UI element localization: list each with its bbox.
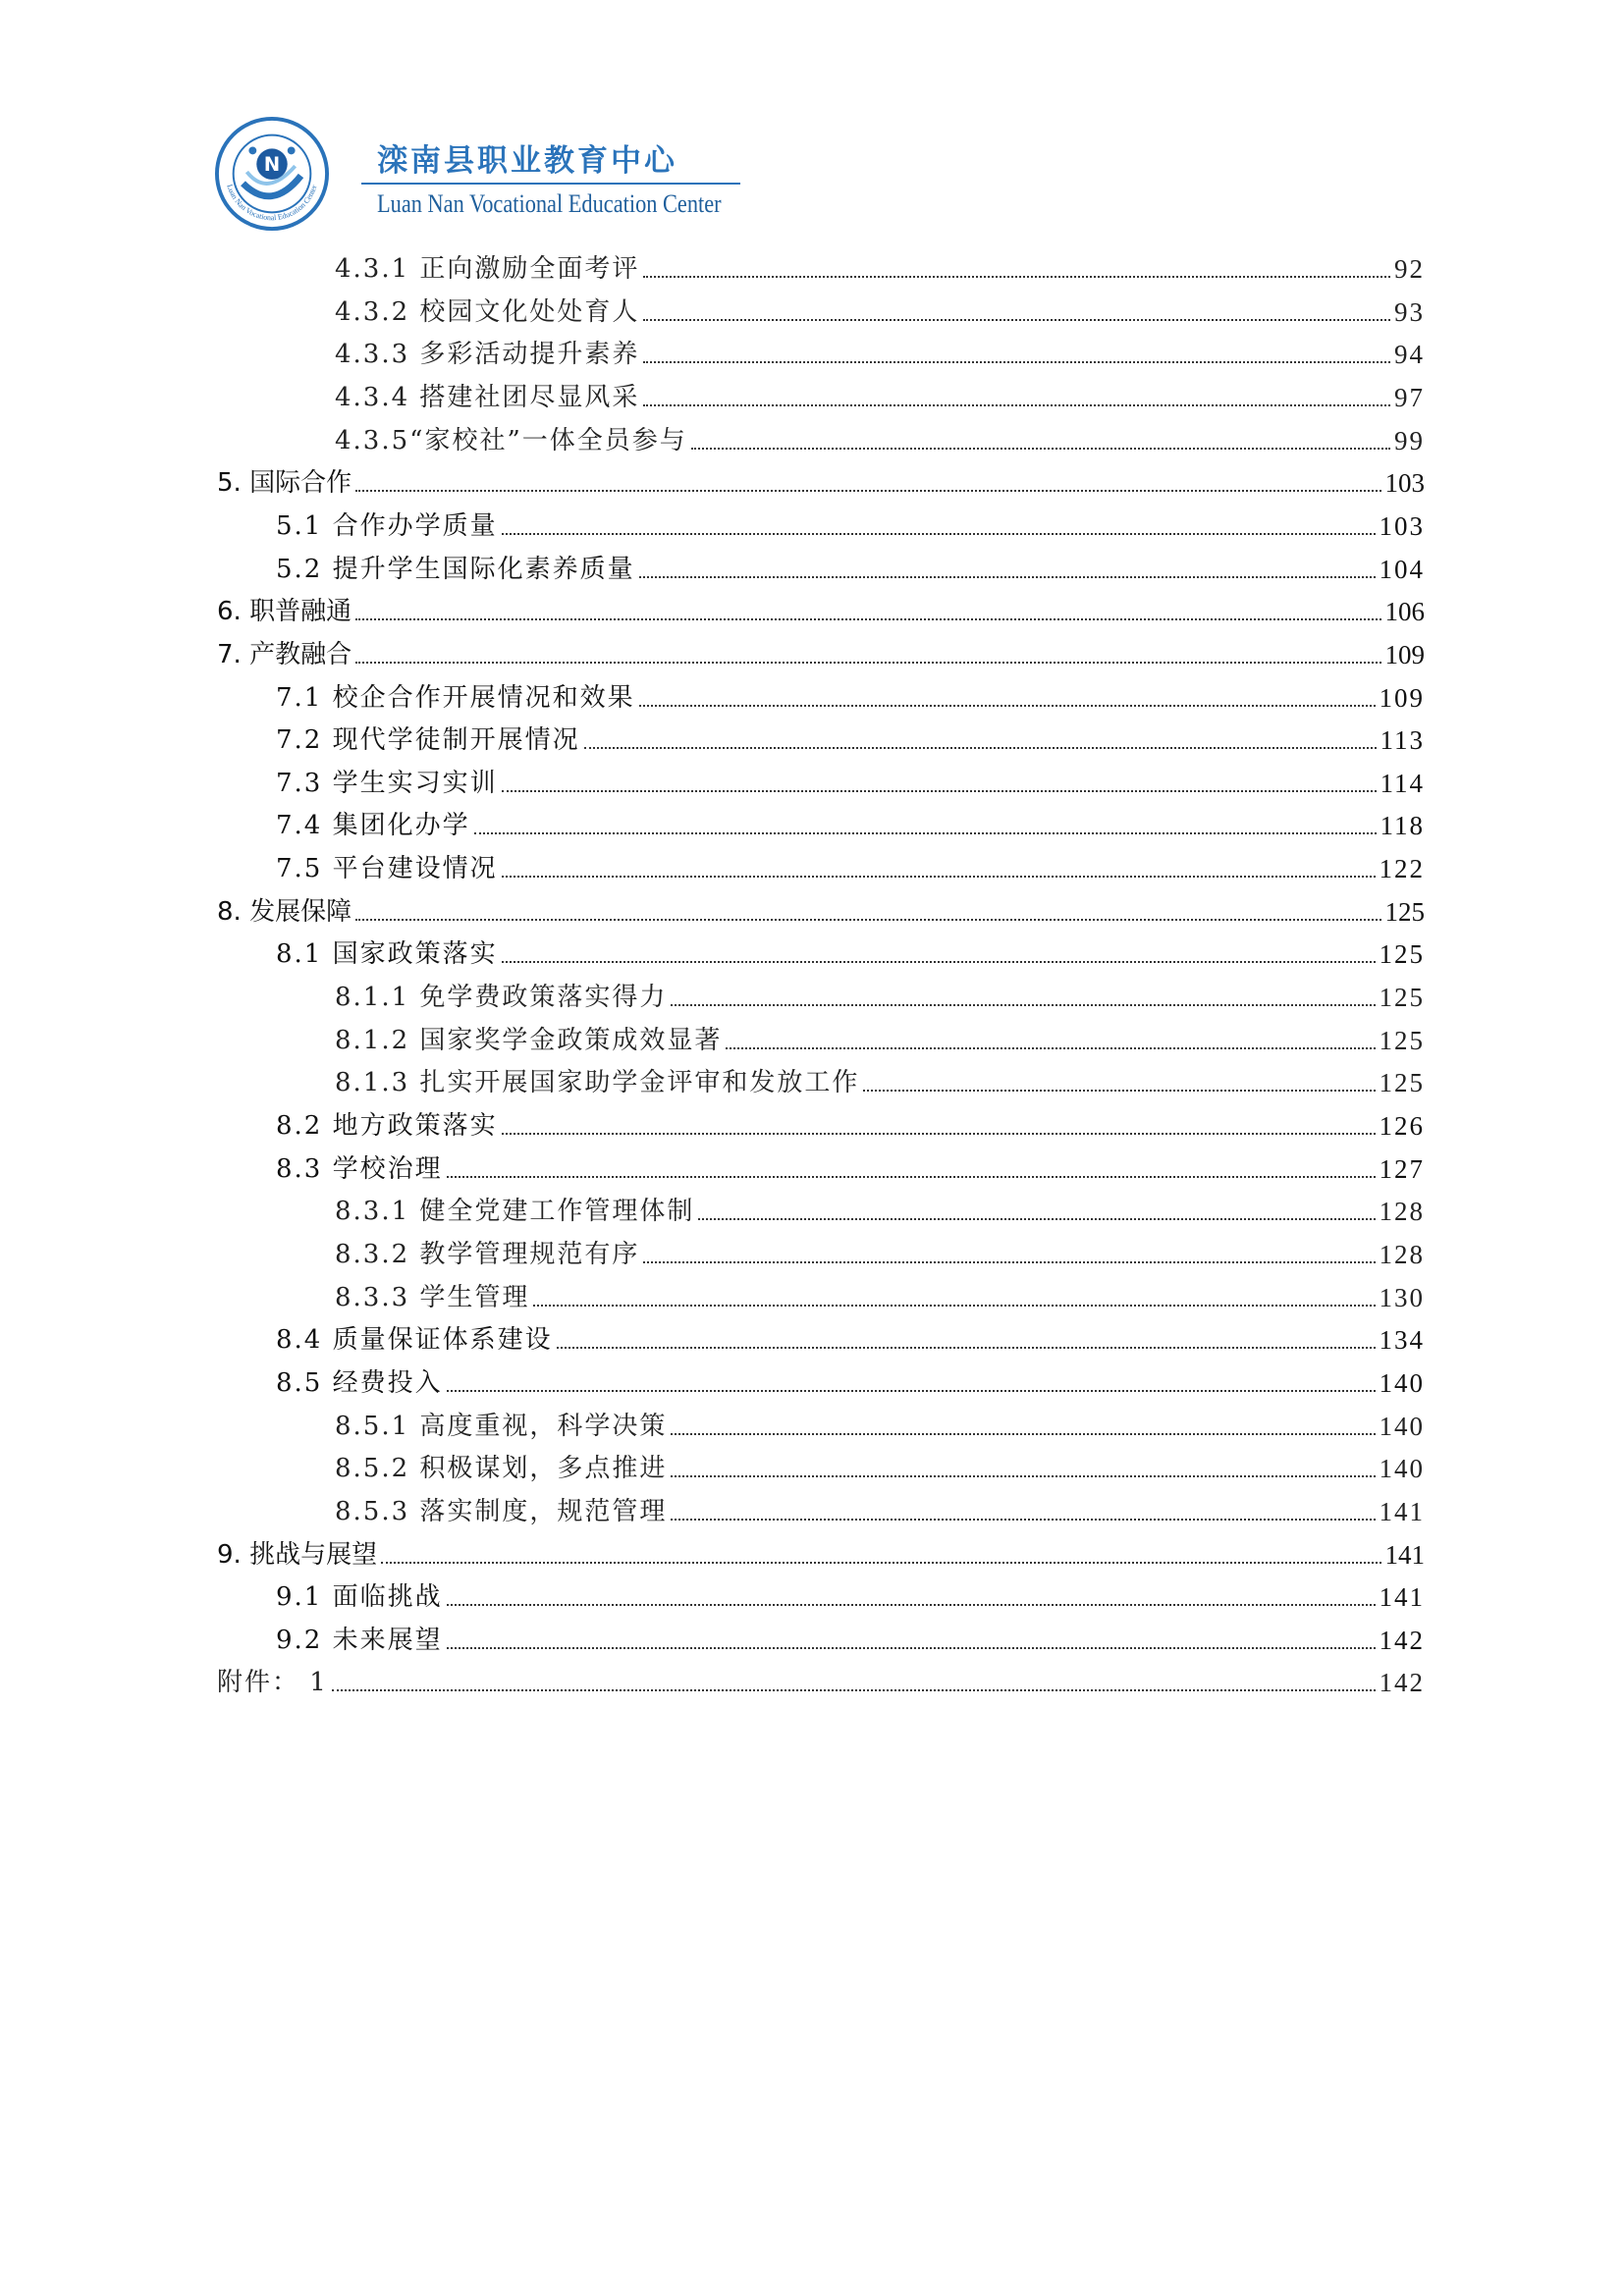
header-rule	[361, 183, 740, 185]
toc-entry[interactable]	[335, 289, 1425, 328]
toc-entry[interactable]	[335, 1445, 1425, 1484]
dot-leader	[584, 747, 1377, 749]
toc-entry-page-number: 92	[1394, 254, 1425, 284]
toc-entry[interactable]	[335, 1059, 1425, 1098]
toc-entry-label: 8.4 质量保证体系建设	[276, 1325, 553, 1356]
toc-entry-label: 9.1 面临挑战	[276, 1582, 443, 1613]
toc-entry-page-number: 103	[1384, 468, 1425, 499]
toc-entry-page-number: 104	[1379, 554, 1425, 584]
toc-entry[interactable]	[217, 888, 1425, 928]
toc-entry-label: 9. 挑战与展望	[217, 1539, 378, 1570]
dot-leader	[671, 1475, 1375, 1477]
toc-entry[interactable]	[276, 1617, 1425, 1656]
toc-entry-page-number: 126	[1379, 1111, 1425, 1141]
dot-leader	[355, 919, 1380, 921]
toc-entry-page-number: 134	[1379, 1325, 1425, 1356]
toc-entry[interactable]	[335, 331, 1425, 370]
toc-entry-label: 7.1 校企合作开展情况和效果	[276, 682, 635, 713]
toc-entry[interactable]	[276, 674, 1425, 714]
dot-leader	[726, 1047, 1375, 1049]
toc-entry[interactable]	[335, 974, 1425, 1013]
toc-entry-label: 7.4 集团化办学	[276, 811, 470, 841]
toc-entry[interactable]	[276, 546, 1425, 585]
toc-entry-label: 7.2 现代学徒制开展情况	[276, 725, 580, 756]
dot-leader	[671, 1433, 1375, 1435]
toc-entry-label: 4.3.5“家校社”一体全员参与	[335, 425, 687, 455]
toc-entry[interactable]	[276, 802, 1425, 841]
toc-entry-page-number: 140	[1379, 1454, 1425, 1484]
toc-entry-page-number: 122	[1379, 854, 1425, 884]
toc-entry[interactable]	[335, 1403, 1425, 1442]
toc-entry[interactable]	[276, 1146, 1425, 1185]
dot-leader	[557, 1347, 1376, 1349]
toc-entry-label: 4.3.3 多彩活动提升素养	[335, 340, 640, 370]
toc-entry-label: 8.1.1 免学费政策落实得力	[335, 983, 668, 1013]
toc-entry[interactable]	[335, 1017, 1425, 1056]
toc-entry-label: 8.5.1 高度重视，科学决策	[335, 1411, 668, 1441]
logo-letter: N	[263, 153, 281, 177]
toc-entry-label: 8.5.3 落实制度，规范管理	[335, 1496, 668, 1526]
toc-entry-page-number: 113	[1380, 725, 1425, 756]
toc-entry-page-number: 125	[1379, 983, 1425, 1013]
dot-leader	[863, 1090, 1375, 1092]
dot-leader	[643, 404, 1390, 406]
dot-leader	[355, 618, 1380, 620]
toc-entry[interactable]	[335, 417, 1425, 456]
toc-entry-label: 8.3.2 教学管理规范有序	[335, 1239, 640, 1269]
toc-entry-page-number: 127	[1379, 1153, 1425, 1184]
toc-entry-page-number: 94	[1394, 340, 1425, 370]
toc-entry[interactable]	[335, 1274, 1425, 1313]
dot-leader	[643, 319, 1390, 321]
dot-leader	[671, 1519, 1375, 1521]
toc-entry[interactable]	[335, 1188, 1425, 1227]
school-logo	[214, 116, 330, 232]
toc-entry[interactable]	[276, 1316, 1425, 1356]
toc-entry-page-number: 125	[1379, 939, 1425, 970]
toc-entry[interactable]	[217, 1659, 1425, 1698]
dot-leader	[639, 576, 1376, 578]
toc-entry[interactable]	[276, 931, 1425, 970]
toc-entry-page-number: 130	[1379, 1282, 1425, 1312]
toc-entry-page-number: 128	[1379, 1197, 1425, 1227]
logo-ring-text: Luan Nan Vocational Education Center	[225, 183, 319, 223]
toc-entry[interactable]	[335, 1231, 1425, 1270]
toc-entry-page-number: 142	[1379, 1668, 1425, 1698]
toc-entry-label: 5. 国际合作	[217, 468, 352, 499]
toc-entry-page-number: 140	[1379, 1367, 1425, 1398]
dot-leader	[643, 1261, 1375, 1263]
toc-entry-label: 4.3.2 校园文化处处育人	[335, 296, 640, 327]
toc-entry-label: 8.3 学校治理	[276, 1153, 443, 1184]
dot-leader	[474, 832, 1377, 834]
dot-leader	[671, 1004, 1375, 1006]
toc-entry[interactable]	[276, 760, 1425, 799]
toc-entry[interactable]	[276, 1360, 1425, 1399]
toc-entry-label: 8.5 经费投入	[276, 1367, 443, 1398]
toc-entry-label: 8.5.2 积极谋划，多点推进	[335, 1454, 668, 1484]
dot-leader	[533, 1305, 1375, 1307]
toc-entry-page-number: 109	[1384, 639, 1425, 669]
toc-entry-label: 8.1 国家政策落实	[276, 939, 498, 970]
dot-leader	[502, 961, 1376, 963]
toc-entry-label: 7.3 学生实习实训	[276, 768, 498, 798]
toc-entry-label: 8.2 地方政策落实	[276, 1111, 498, 1141]
toc-entry-label: 7.5 平台建设情况	[276, 854, 498, 884]
toc-entry-label: 8.1.2 国家奖学金政策成效显著	[335, 1025, 723, 1055]
toc-entry[interactable]	[276, 717, 1425, 756]
toc-entry-label: 6. 职普融通	[217, 597, 352, 627]
toc-entry[interactable]	[217, 631, 1425, 670]
dot-leader	[691, 448, 1390, 450]
toc-entry[interactable]	[276, 1102, 1425, 1142]
toc-entry-label: 5.2 提升学生国际化素养质量	[276, 554, 635, 584]
toc-entry[interactable]	[335, 1488, 1425, 1527]
toc-entry-label: 5.1 合作办学质量	[276, 510, 498, 541]
dot-leader	[332, 1689, 1376, 1691]
dot-leader	[447, 1390, 1376, 1392]
document-header	[214, 116, 725, 232]
toc-entry-page-number: 103	[1379, 510, 1425, 541]
toc-entry-page-number: 128	[1379, 1239, 1425, 1269]
toc-entry-label: 8.3.3 学生管理	[335, 1282, 530, 1312]
dot-leader	[639, 705, 1376, 707]
toc-entry-page-number: 125	[1379, 1025, 1425, 1055]
dot-leader	[447, 1604, 1376, 1606]
toc-entry[interactable]	[335, 245, 1425, 285]
toc-entry[interactable]	[217, 459, 1425, 499]
toc-entry-label: 8. 发展保障	[217, 896, 352, 927]
toc-entry-page-number: 141	[1384, 1539, 1425, 1570]
dot-leader	[502, 876, 1376, 878]
toc-entry-page-number: 93	[1394, 296, 1425, 327]
toc-entry-page-number: 109	[1379, 682, 1425, 713]
dot-leader	[643, 361, 1390, 363]
toc-entry-label: 附件： 1	[217, 1668, 328, 1698]
toc-entry-page-number: 106	[1384, 597, 1425, 627]
dot-leader	[355, 490, 1380, 492]
toc-entry-page-number: 140	[1379, 1411, 1425, 1441]
toc-entry[interactable]	[217, 588, 1425, 627]
toc-entry-page-number: 118	[1380, 811, 1425, 841]
dot-leader	[643, 276, 1390, 278]
toc-entry-label: 8.1.3 扎实开展国家助学金评审和发放工作	[335, 1068, 860, 1098]
dot-leader	[502, 533, 1376, 535]
dot-leader	[502, 1133, 1376, 1135]
toc-entry-label: 8.3.1 健全党建工作管理体制	[335, 1197, 695, 1227]
toc-entry[interactable]	[276, 845, 1425, 884]
dot-leader	[698, 1218, 1375, 1220]
dot-leader	[502, 790, 1377, 792]
toc-entry-page-number: 141	[1379, 1582, 1425, 1613]
toc-entry[interactable]	[217, 1531, 1425, 1571]
dot-leader	[355, 662, 1380, 664]
school-name-english: Luan Nan Vocational Education Center	[377, 189, 722, 218]
dot-leader	[381, 1562, 1380, 1564]
toc-entry[interactable]	[276, 1574, 1425, 1613]
toc-entry-page-number: 125	[1379, 1068, 1425, 1098]
school-name-chinese: 滦南县职业教育中心	[377, 143, 677, 179]
toc-entry-page-number: 141	[1379, 1496, 1425, 1526]
toc-entry-label: 9.2 未来展望	[276, 1625, 443, 1655]
toc-entry-page-number: 142	[1379, 1625, 1425, 1655]
toc-entry-label: 4.3.4 搭建社团尽显风采	[335, 382, 640, 412]
toc-entry[interactable]	[276, 503, 1425, 542]
toc-entry-label: 7. 产教融合	[217, 639, 352, 669]
toc-entry[interactable]	[335, 374, 1425, 413]
dot-leader	[447, 1647, 1376, 1649]
dot-leader	[447, 1176, 1376, 1178]
toc-entry-page-number: 99	[1394, 425, 1425, 455]
toc-entry-page-number: 114	[1380, 768, 1425, 798]
toc-entry-label: 4.3.1 正向激励全面考评	[335, 254, 640, 284]
toc-entry-page-number: 125	[1384, 896, 1425, 927]
toc-entry-page-number: 97	[1394, 382, 1425, 412]
